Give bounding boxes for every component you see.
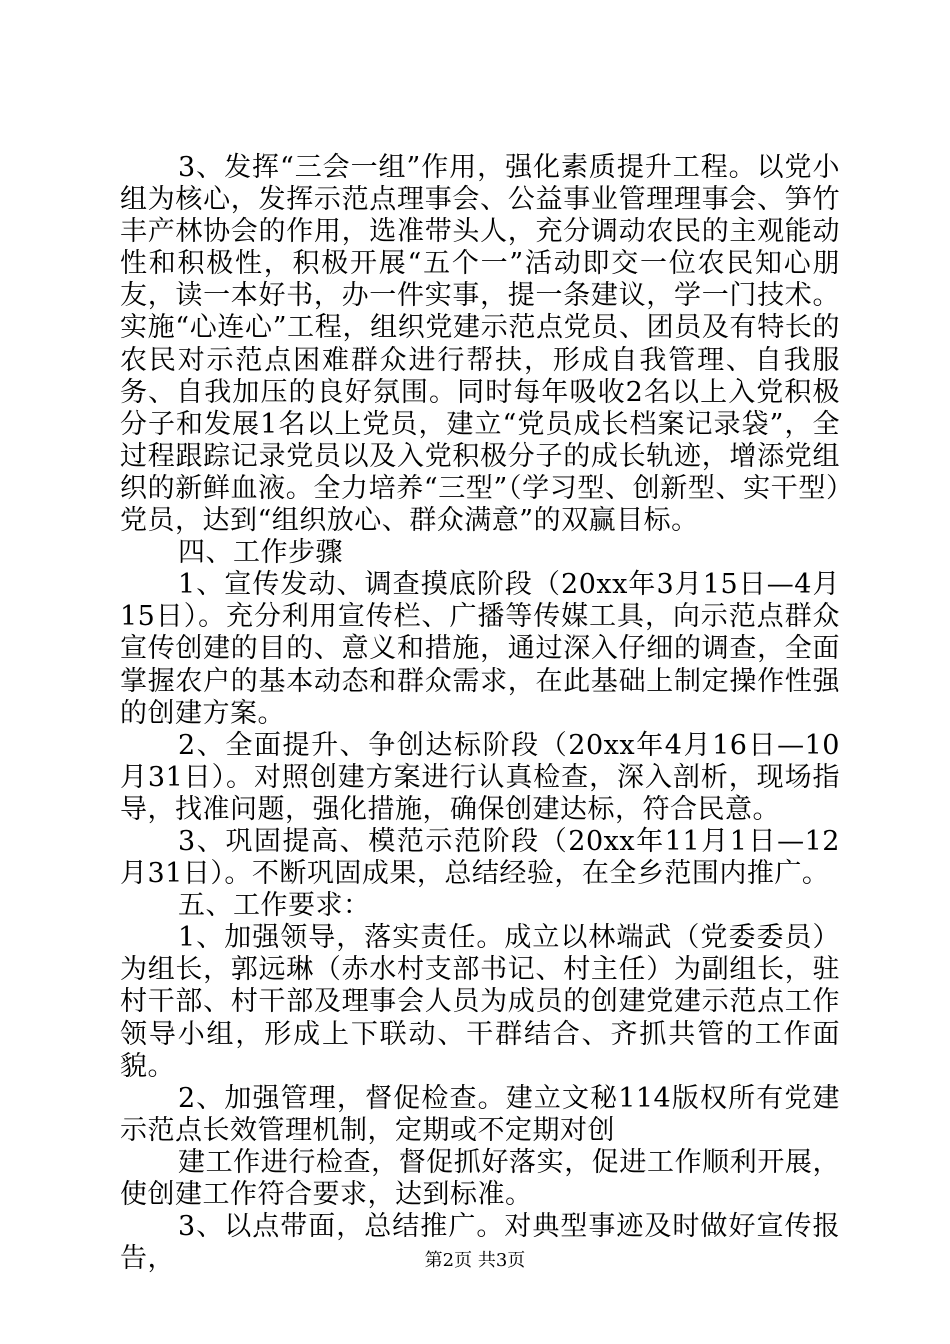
document-body: [120, 152, 840, 1275]
paragraph-requirement-1: 1、加强领导，落实责任。成立以林端武（党委委员）为组长，郭远琳（赤水村支部书记、村主任）为副组长，驻村干部、村干部及理事会人员为成员的创建党建示范点工作领导小组，形成上下联动、干群结合、齐抓共管的工作面貌。: [120, 922, 840, 1082]
paragraph-step-1: 1、宣传发动、调查摸底阶段（20xx年3月15日—4月15日）。充分利用宣传栏、广播等传媒工具，向示范点群众宣传创建的目的、意义和措施，通过深入仔细的调查，全面掌握农户的基本动态和群众需求，在此基础上制定操作性强的创建方案。: [120, 569, 840, 729]
paragraph-step-3: 3、巩固提高、模范示范阶段（20xx年11月1日—12月31日）。不断巩固成果，总结经验，在全乡范围内推广。: [120, 825, 840, 890]
paragraph-step-2: 2、全面提升、争创达标阶段（20xx年4月16日—10月31日）。对照创建方案进行认真检查，深入剖析，现场指导，找准问题，强化措施，确保创建达标，符合民意。: [120, 729, 840, 825]
paragraph-item-3-three-meetings: 3、发挥“三会一组”作用，强化素质提升工程。以党小组为核心，发挥示范点理事会、公益事业管理理事会、笋竹丰产林协会的作用，选准带头人，充分调动农民的主观能动性和积极性，积极开展“五个一”活动即交一位农民知心朋友，读一本好书，办一件实事，提一条建议，学一门技术。实施“心连心”工程，组织党建示范点党员、团员及有特长的农民对示范点困难群众进行帮扶，形成自我管理、自我服务、自我加压的良好氛围。同时每年吸收2名以上入党积极分子和发展1名以上党员，建立“党员成长档案记录袋”，全过程跟踪记录党员以及入党积极分子的成长轨迹，增添党组织的新鲜血液。全力培养“三型”（学习型、创新型、实干型）党员，达到“组织放心、群众满意”的双赢目标。: [120, 152, 840, 537]
paragraph-requirement-2: 2、加强管理，督促检查。建立文秘114版权所有党建示范点长效管理机制，定期或不定期对创: [120, 1082, 840, 1146]
page-number-footer: 第2页 共3页: [424, 1250, 526, 1271]
paragraph-requirement-2-continued: 建工作进行检查，督促抓好落实，促进工作顺利开展，使创建工作符合要求，达到标准。: [120, 1146, 840, 1210]
section-heading-work-steps: 四、工作步骤: [178, 537, 343, 569]
section-heading-work-requirements: 五、工作要求：: [178, 890, 371, 922]
paragraph-requirement-3: 3、以点带面，总结推广。对典型事迹及时做好宣传报告，: [120, 1211, 840, 1275]
